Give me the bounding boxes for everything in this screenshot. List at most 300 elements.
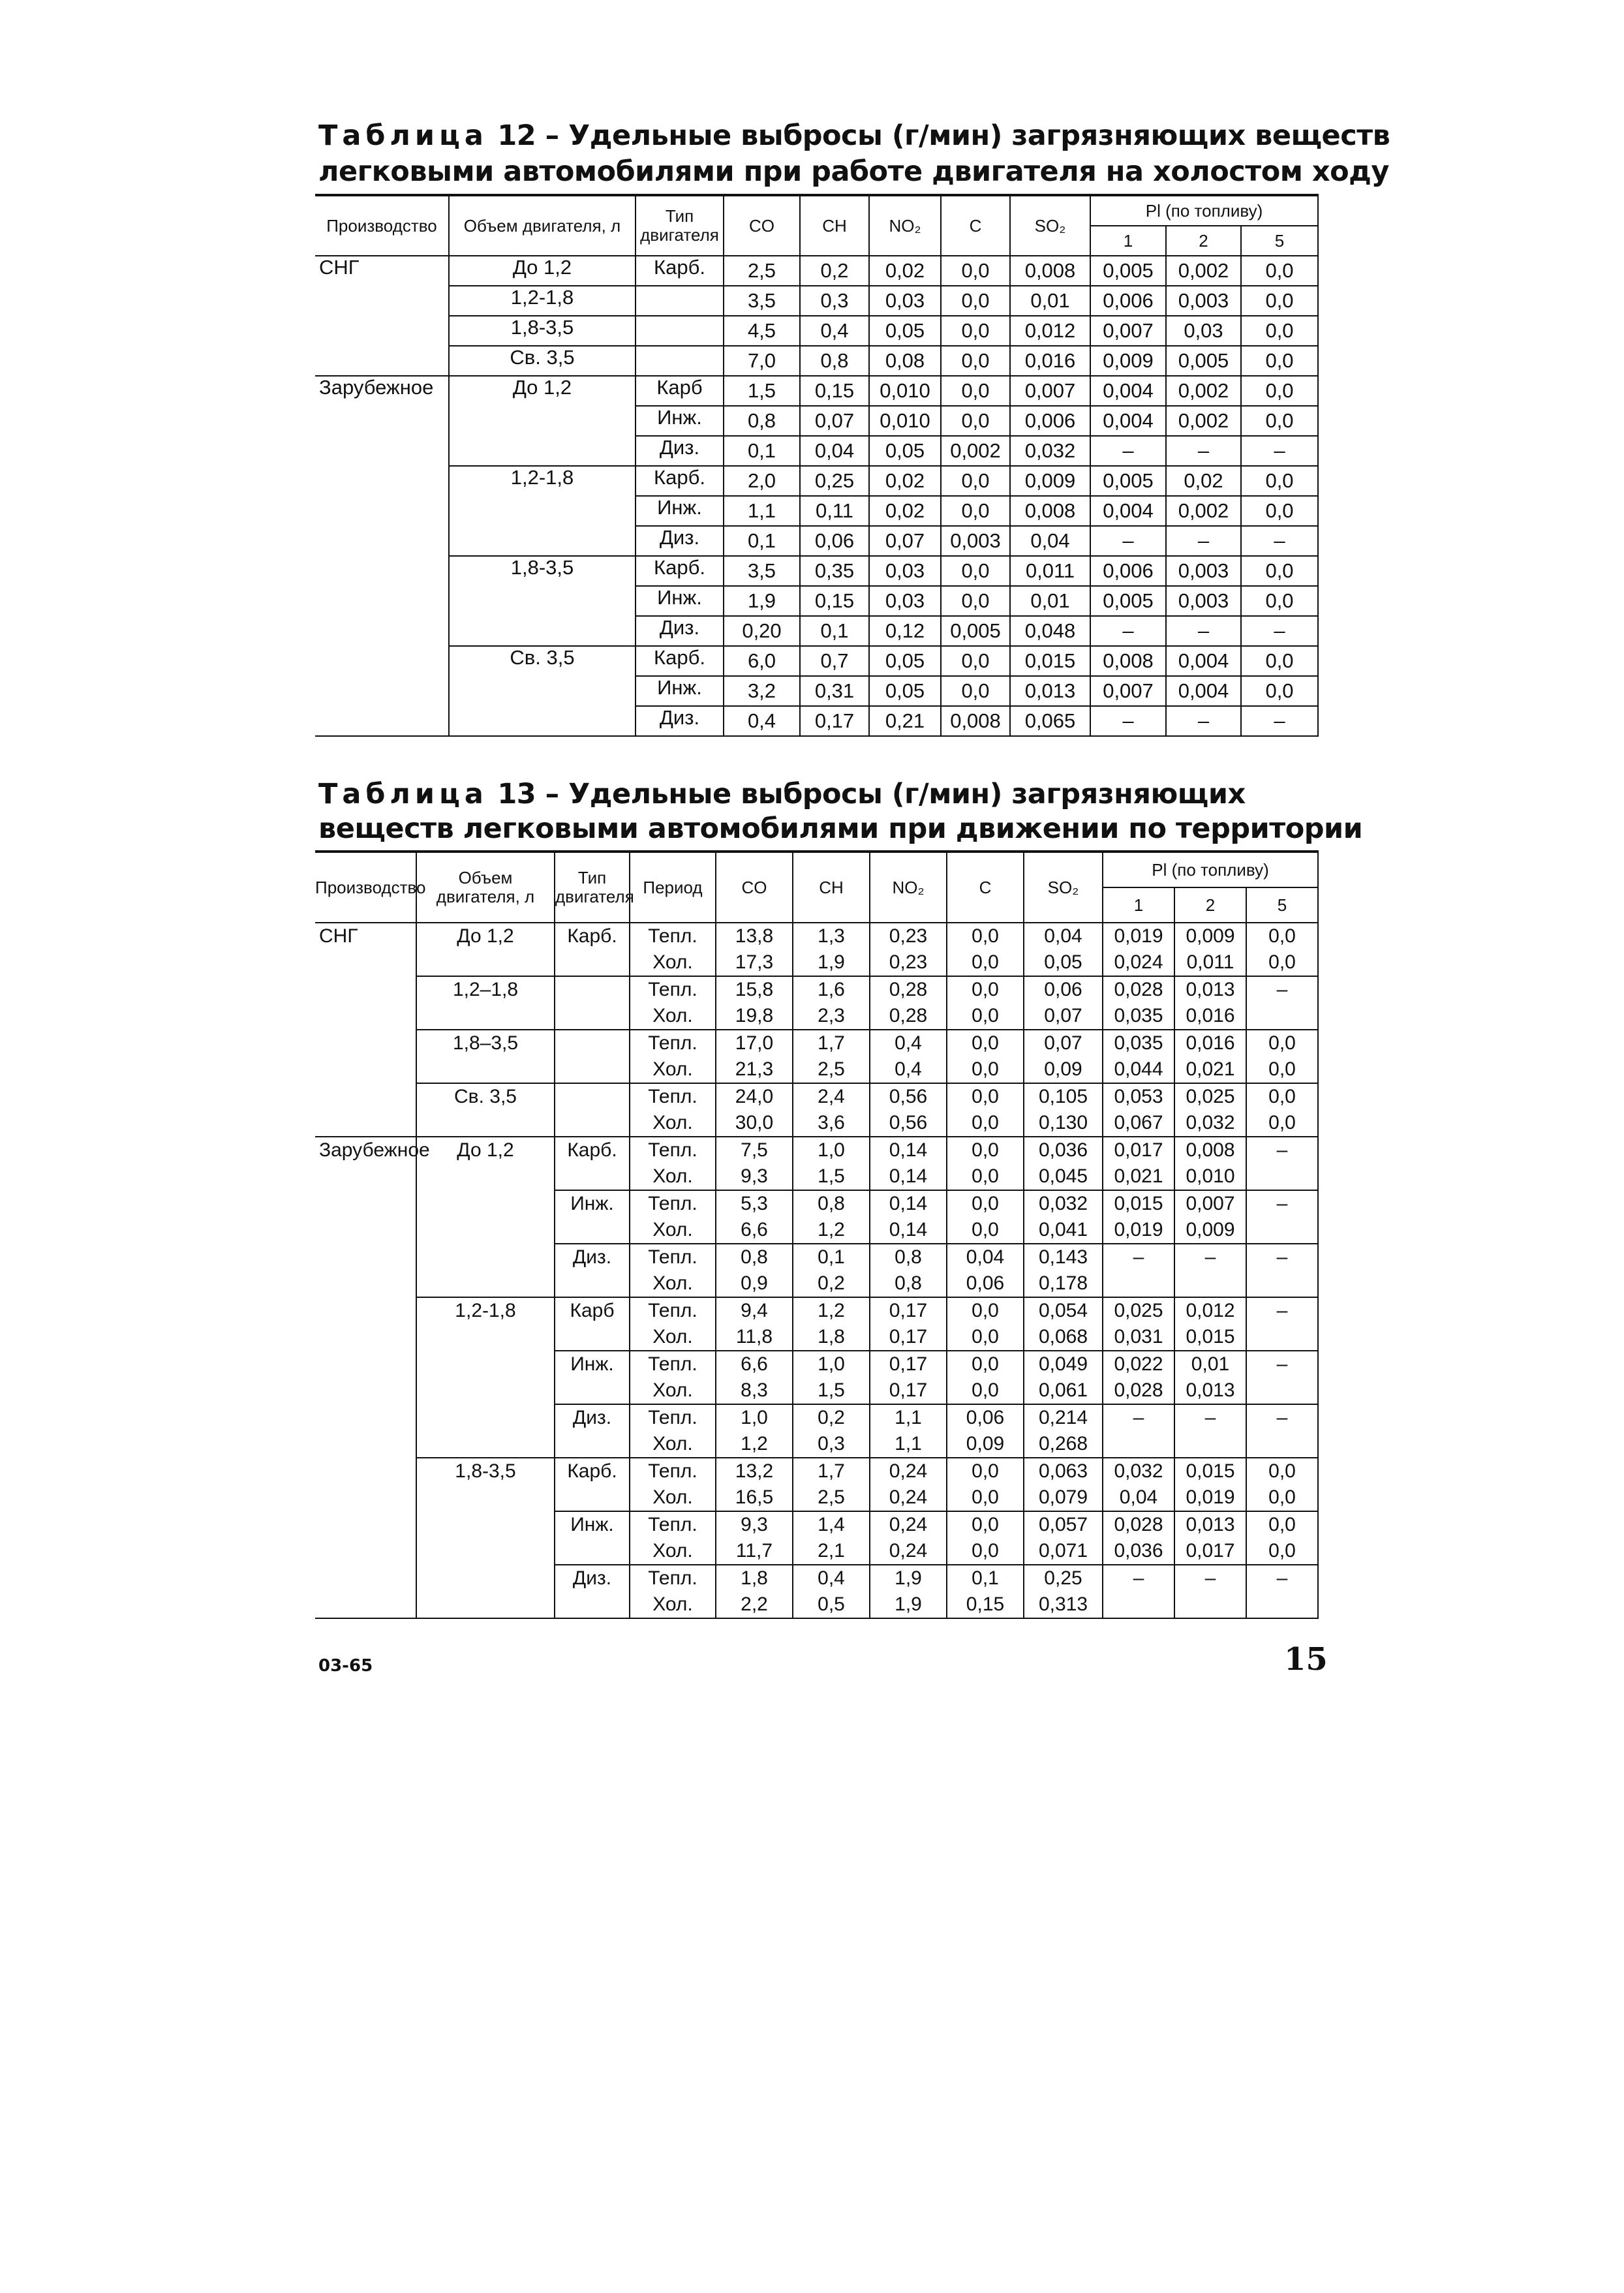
table12-cell-ch: 0,15 <box>800 376 869 406</box>
table12-cell-ch: 0,1 <box>800 616 869 646</box>
table13-cell-p2: 0,007 0,009 <box>1174 1190 1246 1244</box>
table-row <box>315 976 1318 1030</box>
table-row <box>315 256 1318 286</box>
table12-cell-no2: 0,07 <box>869 526 941 556</box>
table13-cell-vol: 1,8–3,5 <box>416 1030 555 1083</box>
table12-cell-type: Диз. <box>636 706 724 736</box>
t12-header-pb5: 5 <box>1241 226 1318 256</box>
table13-cell-p5: 0,0 0,0 <box>1246 1030 1318 1083</box>
table13-title-rest: 13 – Удельные выбросы (г/мин) загрязняющих <box>487 778 1246 810</box>
table13-cell-p1: 0,019 0,024 <box>1103 923 1174 976</box>
table12-cell-type: Инж. <box>636 406 724 436</box>
table13-cell-p1: 0,017 0,021 <box>1103 1137 1174 1190</box>
table13-cell-so2: 0,054 0,068 <box>1024 1297 1103 1351</box>
table12-cell-c: 0,0 <box>941 646 1010 676</box>
footer-code: 03-65 <box>318 1656 373 1676</box>
table13-cell-no2: 0,4 0,4 <box>870 1030 947 1083</box>
table13-cell-vol: До 1,2 <box>416 923 555 976</box>
table12-cell-co: 1,9 <box>724 586 800 616</box>
table12-cell-vol: До 1,2 <box>449 376 636 466</box>
table12-cell-so2: 0,04 <box>1010 526 1090 556</box>
t13-header-c: C <box>947 852 1024 923</box>
table13-cell-co: 9,4 11,8 <box>716 1297 793 1351</box>
table12-cell-p1: 0,008 <box>1090 646 1166 676</box>
table13-cell-p1: 0,035 0,044 <box>1103 1030 1174 1083</box>
page-number: 15 <box>1284 1641 1328 1678</box>
t12-header-no2: NO₂ <box>869 195 941 256</box>
table12-cell-no2: 0,12 <box>869 616 941 646</box>
table-row <box>315 923 1318 976</box>
t12-header-pb1: 1 <box>1090 226 1166 256</box>
table13-cell-c: 0,0 0,0 <box>947 976 1024 1030</box>
table12-cell-so2: 0,01 <box>1010 286 1090 316</box>
table12-cell-prod: Зарубежное <box>315 376 449 736</box>
table13-cell-p5: – <box>1246 1297 1318 1351</box>
t13-header-pb2: 2 <box>1174 887 1246 923</box>
table13-cell-type: Карб <box>555 1297 630 1351</box>
table13-cell-p5: – <box>1246 1565 1318 1618</box>
table-row <box>315 1083 1318 1137</box>
table12-cell-p1: 0,005 <box>1090 466 1166 496</box>
table13-cell-co: 7,5 9,3 <box>716 1137 793 1190</box>
table12-cell-p2: – <box>1166 706 1241 736</box>
table12-cell-so2: 0,048 <box>1010 616 1090 646</box>
table13-cell-vol: 1,2-1,8 <box>416 1297 555 1458</box>
table12-cell-type: Инж. <box>636 496 724 526</box>
table13-cell-so2: 0,143 0,178 <box>1024 1244 1103 1297</box>
table12-cell-c: 0,0 <box>941 316 1010 346</box>
table12-cell-ch: 0,7 <box>800 646 869 676</box>
table12-cell-p5: 0,0 <box>1241 586 1318 616</box>
table12-cell-so2: 0,032 <box>1010 436 1090 466</box>
table12-cell-vol: До 1,2 <box>449 256 636 286</box>
table13-cell-vol: Св. 3,5 <box>416 1083 555 1137</box>
table12-cell-co: 0,4 <box>724 706 800 736</box>
table13-body <box>315 923 1318 1618</box>
table13-cell-no2: 0,24 0,24 <box>870 1511 947 1565</box>
table13-cell-p2: – <box>1174 1404 1246 1458</box>
table12-cell-c: 0,0 <box>941 286 1010 316</box>
table-row <box>315 346 1318 376</box>
table13-cell-ch: 1,3 1,9 <box>793 923 870 976</box>
table13-cell-period: Тепл. Хол. <box>630 1511 716 1565</box>
table12-cell-co: 3,2 <box>724 676 800 706</box>
table13-cell-p2: 0,013 0,017 <box>1174 1511 1246 1565</box>
table12-cell-c: 0,0 <box>941 406 1010 436</box>
table13-cell-c: 0,0 0,0 <box>947 923 1024 976</box>
table12-cell-p5: – <box>1241 436 1318 466</box>
table12-cell-ch: 0,17 <box>800 706 869 736</box>
table12-cell-no2: 0,03 <box>869 556 941 586</box>
table13-cell-p5: – <box>1246 1244 1318 1297</box>
table13-cell-type: Инж. <box>555 1511 630 1565</box>
table12-cell-p1: 0,004 <box>1090 376 1166 406</box>
t12-header-so2: SO₂ <box>1010 195 1090 256</box>
table12-cell-prod: СНГ <box>315 256 449 376</box>
table12-cell-so2: 0,009 <box>1010 466 1090 496</box>
table12-cell-no2: 0,02 <box>869 496 941 526</box>
table12-cell-type: Инж. <box>636 586 724 616</box>
t12-header-volume: Объем двигателя, л <box>449 195 636 256</box>
table12-cell-p5: 0,0 <box>1241 316 1318 346</box>
table13-cell-p1: 0,028 0,036 <box>1103 1511 1174 1565</box>
t12-header-type: Тип двигателя <box>636 195 724 256</box>
table13-cell-no2: 0,14 0,14 <box>870 1190 947 1244</box>
table13-cell-period: Тепл. Хол. <box>630 1190 716 1244</box>
table12-cell-ch: 0,4 <box>800 316 869 346</box>
table13-cell-p2: 0,012 0,015 <box>1174 1297 1246 1351</box>
table12-cell-co: 3,5 <box>724 286 800 316</box>
t13-header-pb5: 5 <box>1246 887 1318 923</box>
table12-cell-p2: 0,002 <box>1166 406 1241 436</box>
t12-header-producer: Производство <box>315 195 449 256</box>
table13-cell-so2: 0,105 0,130 <box>1024 1083 1103 1137</box>
table12-cell-p1: 0,005 <box>1090 256 1166 286</box>
table13-cell-so2: 0,057 0,071 <box>1024 1511 1103 1565</box>
t13-header-ch: CH <box>793 852 870 923</box>
table13-cell-so2: 0,036 0,045 <box>1024 1137 1103 1190</box>
table12-cell-no2: 0,08 <box>869 346 941 376</box>
table13-cell-p5: – <box>1246 1351 1318 1404</box>
table12-cell-no2: 0,010 <box>869 406 941 436</box>
table13-cell-p1: – <box>1103 1565 1174 1618</box>
table-row <box>315 646 1318 676</box>
table13-cell-co: 13,2 16,5 <box>716 1458 793 1511</box>
table12-cell-so2: 0,013 <box>1010 676 1090 706</box>
table12-cell-co: 0,20 <box>724 616 800 646</box>
table13-cell-type: Карб. <box>555 923 630 976</box>
table13-cell-type: Карб. <box>555 1458 630 1511</box>
table12-title-line2: легковыми автомобилями при работе двигателя на холостом ходу <box>318 155 1389 188</box>
table12-cell-p5: – <box>1241 706 1318 736</box>
table13-cell-no2: 0,14 0,14 <box>870 1137 947 1190</box>
table13-cell-c: 0,0 0,0 <box>947 1297 1024 1351</box>
table13-cell-no2: 1,1 1,1 <box>870 1404 947 1458</box>
table13-cell-p5: 0,0 0,0 <box>1246 1083 1318 1137</box>
table13-cell-p5: – <box>1246 1190 1318 1244</box>
table13-cell-no2: 0,8 0,8 <box>870 1244 947 1297</box>
table13-cell-so2: 0,04 0,05 <box>1024 923 1103 976</box>
table13-cell-c: 0,0 0,0 <box>947 1083 1024 1137</box>
table13-cell-period: Тепл. Хол. <box>630 1244 716 1297</box>
table12-body <box>315 256 1318 736</box>
table12-cell-no2: 0,05 <box>869 676 941 706</box>
table13-cell-p5: 0,0 0,0 <box>1246 1511 1318 1565</box>
table12-cell-type: Карб <box>636 376 724 406</box>
table13-cell-p1: 0,025 0,031 <box>1103 1297 1174 1351</box>
table12-cell-no2: 0,05 <box>869 316 941 346</box>
table13-cell-co: 1,8 2,2 <box>716 1565 793 1618</box>
table12-cell-vol: 1,8-3,5 <box>449 556 636 646</box>
table13-cell-period: Тепл. Хол. <box>630 1083 716 1137</box>
table-row <box>315 316 1318 346</box>
table13-cell-type <box>555 976 630 1030</box>
table12-cell-p1: – <box>1090 706 1166 736</box>
table12-cell-c: 0,0 <box>941 376 1010 406</box>
table-row <box>315 376 1318 406</box>
t13-header-pb1: 1 <box>1103 887 1174 923</box>
table13-cell-type: Диз. <box>555 1565 630 1618</box>
table13-cell-p2: – <box>1174 1565 1246 1618</box>
table12-cell-c: 0,002 <box>941 436 1010 466</box>
table13-cell-vol: 1,2–1,8 <box>416 976 555 1030</box>
table12-cell-p2: 0,004 <box>1166 646 1241 676</box>
table13-cell-no2: 0,17 0,17 <box>870 1297 947 1351</box>
table12-cell-type: Карб. <box>636 646 724 676</box>
table13-cell-ch: 1,0 1,5 <box>793 1137 870 1190</box>
table12-cell-type: Карб. <box>636 556 724 586</box>
table12-cell-ch: 0,8 <box>800 346 869 376</box>
table12-cell-co: 2,5 <box>724 256 800 286</box>
table12-cell-co: 7,0 <box>724 346 800 376</box>
table12-cell-co: 1,1 <box>724 496 800 526</box>
table13-cell-co: 17,0 21,3 <box>716 1030 793 1083</box>
table12-cell-ch: 0,3 <box>800 286 869 316</box>
table12-cell-ch: 0,04 <box>800 436 869 466</box>
table13-cell-ch: 0,8 1,2 <box>793 1190 870 1244</box>
table12-cell-co: 3,5 <box>724 556 800 586</box>
table12-cell-c: 0,0 <box>941 256 1010 286</box>
table13-cell-p2: 0,01 0,013 <box>1174 1351 1246 1404</box>
table13-cell-c: 0,0 0,0 <box>947 1030 1024 1083</box>
table12-cell-p2: – <box>1166 526 1241 556</box>
table12-cell-co: 0,1 <box>724 436 800 466</box>
table13-cell-period: Тепл. Хол. <box>630 1404 716 1458</box>
t12-header-co: CO <box>724 195 800 256</box>
table13-cell-c: 0,0 0,0 <box>947 1190 1024 1244</box>
table13-cell-p1: 0,053 0,067 <box>1103 1083 1174 1137</box>
table12-cell-p2: – <box>1166 616 1241 646</box>
table13-cell-p1: 0,032 0,04 <box>1103 1458 1174 1511</box>
table13-cell-c: 0,0 0,0 <box>947 1511 1024 1565</box>
table12-cell-c: 0,005 <box>941 616 1010 646</box>
table13-cell-so2: 0,25 0,313 <box>1024 1565 1103 1618</box>
table13-cell-co: 1,0 1,2 <box>716 1404 793 1458</box>
table12-cell-c: 0,0 <box>941 556 1010 586</box>
table13-cell-type <box>555 1030 630 1083</box>
t13-header-producer: Производство <box>315 852 416 923</box>
table12-title <box>318 119 1390 152</box>
table13-cell-p1: 0,015 0,019 <box>1103 1190 1174 1244</box>
table13-cell-p2: 0,013 0,016 <box>1174 976 1246 1030</box>
table12-cell-p5: 0,0 <box>1241 376 1318 406</box>
table12-cell-ch: 0,25 <box>800 466 869 496</box>
table13-cell-so2: 0,049 0,061 <box>1024 1351 1103 1404</box>
table12-cell-p1: – <box>1090 616 1166 646</box>
table-row <box>315 556 1318 586</box>
t12-header-c: C <box>941 195 1010 256</box>
table13-cell-so2: 0,07 0,09 <box>1024 1030 1103 1083</box>
table13-cell-type: Инж. <box>555 1190 630 1244</box>
table12-cell-p1: 0,006 <box>1090 556 1166 586</box>
table-row <box>315 1458 1318 1511</box>
table13-cell-p5: – <box>1246 1137 1318 1190</box>
table13-cell-ch: 1,6 2,3 <box>793 976 870 1030</box>
table12-cell-type: Карб. <box>636 466 724 496</box>
table12-cell-no2: 0,02 <box>869 466 941 496</box>
table-row <box>315 286 1318 316</box>
table13-cell-ch: 0,2 0,3 <box>793 1404 870 1458</box>
table12-cell-p2: 0,005 <box>1166 346 1241 376</box>
table13-cell-p2: 0,025 0,032 <box>1174 1083 1246 1137</box>
table12-cell-p2: – <box>1166 436 1241 466</box>
table13-cell-co: 0,8 0,9 <box>716 1244 793 1297</box>
table12-cell-no2: 0,03 <box>869 586 941 616</box>
table12-cell-type: Диз. <box>636 616 724 646</box>
table12-cell-p2: 0,003 <box>1166 556 1241 586</box>
table-row <box>315 1137 1318 1190</box>
table13-cell-p2: 0,015 0,019 <box>1174 1458 1246 1511</box>
table12-cell-so2: 0,01 <box>1010 586 1090 616</box>
t12-header-pb2: 2 <box>1166 226 1241 256</box>
table12-cell-c: 0,0 <box>941 496 1010 526</box>
table13-cell-prod: Зарубежное <box>315 1137 416 1618</box>
table13-cell-p5: – <box>1246 1404 1318 1458</box>
table12 <box>315 194 1319 737</box>
table12-title-rest: 12 – Удельные выбросы (г/мин) загрязняющих веществ <box>487 119 1390 152</box>
table12-cell-ch: 0,2 <box>800 256 869 286</box>
table12-cell-type: Инж. <box>636 676 724 706</box>
t13-header-period: Период <box>630 852 716 923</box>
table12-cell-ch: 0,06 <box>800 526 869 556</box>
table13-cell-c: 0,1 0,15 <box>947 1565 1024 1618</box>
table13-cell-ch: 0,1 0,2 <box>793 1244 870 1297</box>
table12-cell-c: 0,008 <box>941 706 1010 736</box>
table12-cell-co: 4,5 <box>724 316 800 346</box>
table13-cell-c: 0,04 0,06 <box>947 1244 1024 1297</box>
table12-cell-no2: 0,05 <box>869 646 941 676</box>
table12-cell-co: 2,0 <box>724 466 800 496</box>
table12-cell-vol: 1,8-3,5 <box>449 316 636 346</box>
t13-header-volume: Объем двигателя, л <box>416 852 555 923</box>
table13-cell-period: Тепл. Хол. <box>630 976 716 1030</box>
table13-cell-co: 15,8 19,8 <box>716 976 793 1030</box>
table13-cell-period: Тепл. Хол. <box>630 1565 716 1618</box>
table12-cell-p1: 0,007 <box>1090 316 1166 346</box>
table13-cell-no2: 0,23 0,23 <box>870 923 947 976</box>
table12-cell-p2: 0,002 <box>1166 376 1241 406</box>
table12-cell-c: 0,003 <box>941 526 1010 556</box>
table12-cell-no2: 0,03 <box>869 286 941 316</box>
table12-cell-p2: 0,002 <box>1166 496 1241 526</box>
table-row <box>315 1297 1318 1351</box>
table12-cell-so2: 0,008 <box>1010 496 1090 526</box>
table12-cell-p1: 0,004 <box>1090 496 1166 526</box>
table13-cell-type: Инж. <box>555 1351 630 1404</box>
table12-cell-ch: 0,15 <box>800 586 869 616</box>
table12-cell-type: Карб. <box>636 256 724 286</box>
table13-cell-type: Карб. <box>555 1137 630 1190</box>
table12-cell-p5: – <box>1241 616 1318 646</box>
t13-header-type: Тип двигателя <box>555 852 630 923</box>
table13-cell-period: Тепл. Хол. <box>630 923 716 976</box>
table13-cell-co: 9,3 11,7 <box>716 1511 793 1565</box>
t12-header-pb: Pl (по топливу) <box>1090 195 1318 226</box>
table12-cell-co: 0,1 <box>724 526 800 556</box>
table13-cell-type: Диз. <box>555 1244 630 1297</box>
table13-cell-ch: 1,7 2,5 <box>793 1030 870 1083</box>
table13-cell-ch: 2,4 3,6 <box>793 1083 870 1137</box>
table12-cell-p5: 0,0 <box>1241 286 1318 316</box>
table12-cell-p5: 0,0 <box>1241 646 1318 676</box>
table12-cell-p5: 0,0 <box>1241 406 1318 436</box>
table13-cell-no2: 0,56 0,56 <box>870 1083 947 1137</box>
table13-cell-period: Тепл. Хол. <box>630 1297 716 1351</box>
table12-cell-type <box>636 346 724 376</box>
table13-cell-co: 24,0 30,0 <box>716 1083 793 1137</box>
table12-cell-p5: 0,0 <box>1241 466 1318 496</box>
table13-cell-no2: 0,28 0,28 <box>870 976 947 1030</box>
table13-title-line2: веществ легковыми автомобилями при движении по территории <box>318 812 1363 845</box>
table12-cell-p2: 0,02 <box>1166 466 1241 496</box>
table12-cell-no2: 0,05 <box>869 436 941 466</box>
table12-cell-p1: – <box>1090 436 1166 466</box>
table12-cell-type: Диз. <box>636 436 724 466</box>
table12-cell-so2: 0,015 <box>1010 646 1090 676</box>
table13-cell-p2: – <box>1174 1244 1246 1297</box>
table13-title-prefix: Таблица <box>318 778 488 810</box>
table12-cell-so2: 0,012 <box>1010 316 1090 346</box>
table13-cell-p2: 0,008 0,010 <box>1174 1137 1246 1190</box>
table12-cell-p5: 0,0 <box>1241 556 1318 586</box>
table13-cell-type <box>555 1083 630 1137</box>
table12-cell-no2: 0,21 <box>869 706 941 736</box>
table-row <box>315 1030 1318 1083</box>
table13-cell-p1: 0,028 0,035 <box>1103 976 1174 1030</box>
table12-cell-c: 0,0 <box>941 676 1010 706</box>
table12-cell-p2: 0,003 <box>1166 286 1241 316</box>
table12-cell-vol: Св. 3,5 <box>449 646 636 736</box>
table13-cell-co: 13,8 17,3 <box>716 923 793 976</box>
table12-cell-p2: 0,002 <box>1166 256 1241 286</box>
table13-cell-p1: 0,022 0,028 <box>1103 1351 1174 1404</box>
table12-cell-ch: 0,11 <box>800 496 869 526</box>
table13-cell-p5: – <box>1246 976 1318 1030</box>
table12-cell-p5: 0,0 <box>1241 346 1318 376</box>
table12-cell-c: 0,0 <box>941 466 1010 496</box>
t13-header-co: CO <box>716 852 793 923</box>
table12-cell-p1: 0,009 <box>1090 346 1166 376</box>
table13-cell-so2: 0,063 0,079 <box>1024 1458 1103 1511</box>
table13-cell-c: 0,0 0,0 <box>947 1458 1024 1511</box>
table12-cell-co: 1,5 <box>724 376 800 406</box>
table12-cell-vol: Св. 3,5 <box>449 346 636 376</box>
table13-cell-co: 6,6 8,3 <box>716 1351 793 1404</box>
t13-header-no2: NO₂ <box>870 852 947 923</box>
table13-cell-vol: 1,8-3,5 <box>416 1458 555 1618</box>
table12-cell-p2: 0,004 <box>1166 676 1241 706</box>
table12-cell-ch: 0,07 <box>800 406 869 436</box>
table12-title-prefix: Таблица <box>318 119 488 152</box>
table13-cell-so2: 0,06 0,07 <box>1024 976 1103 1030</box>
table13-cell-no2: 0,24 0,24 <box>870 1458 947 1511</box>
table13 <box>315 850 1319 1619</box>
table12-cell-p5: 0,0 <box>1241 676 1318 706</box>
table13-cell-p5: 0,0 0,0 <box>1246 1458 1318 1511</box>
table13-cell-c: 0,06 0,09 <box>947 1404 1024 1458</box>
t13-header-so2: SO₂ <box>1024 852 1103 923</box>
table12-cell-p1: 0,006 <box>1090 286 1166 316</box>
table12-cell-co: 6,0 <box>724 646 800 676</box>
table12-cell-type <box>636 286 724 316</box>
table12-cell-type <box>636 316 724 346</box>
table12-cell-p5: 0,0 <box>1241 256 1318 286</box>
table13-cell-period: Тепл. Хол. <box>630 1351 716 1404</box>
t13-header-pb: Pl (по топливу) <box>1103 852 1318 887</box>
table12-cell-so2: 0,016 <box>1010 346 1090 376</box>
table12-cell-c: 0,0 <box>941 586 1010 616</box>
table12-cell-ch: 0,31 <box>800 676 869 706</box>
